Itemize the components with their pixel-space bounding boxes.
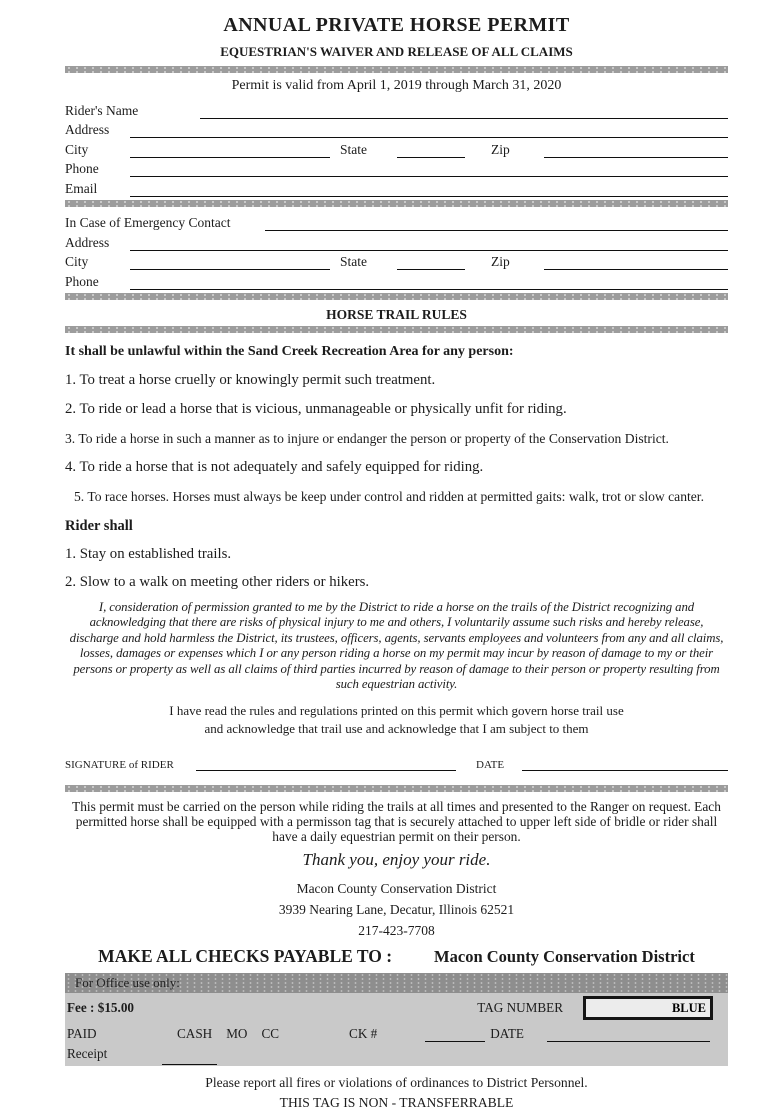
- tag-number-value-box[interactable]: BLUE: [583, 996, 713, 1020]
- org-name: Macon County Conservation District: [296, 881, 497, 897]
- emergency-state-label: State: [340, 254, 367, 269]
- emergency-city-input-line[interactable]: [130, 269, 330, 270]
- non-transferrable-line: THIS TAG IS NON - TRANSFERRABLE: [279, 1095, 514, 1111]
- divider-bar: [65, 66, 728, 73]
- receipt-row: [65, 1042, 728, 1062]
- emergency-contact-section: [65, 212, 728, 290]
- riders-name-label: Rider's Name: [65, 102, 139, 118]
- validity-text: Permit is valid from April 1, 2019 through March 31, 2020: [231, 78, 562, 93]
- cash-option-label[interactable]: CASH: [177, 1026, 213, 1042]
- rider-city-input-line[interactable]: [130, 157, 330, 158]
- rider-city-state-zip-row: [65, 138, 728, 158]
- acknowledgement-line-2: and acknowledge that trail use and acknowledge that I am subject to them: [204, 721, 589, 737]
- riders-name-row: [65, 99, 728, 119]
- rider-city-label: City: [65, 141, 89, 157]
- org-phone: 217-423-7708: [358, 923, 435, 939]
- emergency-contact-input-line[interactable]: [265, 230, 728, 231]
- rider-phone-label: Phone: [65, 161, 99, 176]
- report-fires-line: Please report all fires or violations of ordinances to District Personnel.: [205, 1075, 588, 1091]
- rider-zip-label: Zip: [491, 141, 510, 157]
- emergency-zip-input-line[interactable]: [544, 269, 728, 270]
- divider-bar: [65, 326, 728, 333]
- rider-email-row: [65, 177, 728, 197]
- rider-shall-heading: Rider shall: [65, 517, 133, 534]
- mo-option-label[interactable]: MO: [226, 1026, 248, 1042]
- divider-bar: [65, 785, 728, 792]
- rider-phone-row: [65, 158, 728, 178]
- tag-number-label: TAG NUMBER: [477, 1000, 563, 1016]
- date-input-line[interactable]: [522, 770, 728, 771]
- rule-item-3: 3. To ride a horse in such a manner as to injure or endanger the person or property of the Conservation District.: [65, 430, 669, 446]
- emergency-state-input-line[interactable]: [397, 269, 465, 270]
- check-number-input-line[interactable]: [425, 1041, 485, 1042]
- rider-phone-input-line[interactable]: [130, 176, 728, 177]
- carry-instructions: This permit must be carried on the person while riding the trails at all times and presented to the Ranger on request. Each permitted horse shall be equipped with a permisson tag that is securely attached to upper left side of bridle or rider shall have a daily equestrian permit on their person.: [72, 799, 721, 844]
- receipt-input-line[interactable]: [162, 1064, 217, 1065]
- checks-payable-line: [65, 946, 728, 967]
- date-label: DATE: [476, 759, 505, 772]
- rider-address-label: Address: [65, 122, 110, 137]
- emergency-phone-row: [65, 270, 728, 290]
- acknowledgement-line-1: I have read the rules and regulations printed on this permit which govern horse trail use: [169, 703, 624, 719]
- emergency-phone-input-line[interactable]: [130, 289, 728, 290]
- office-use-body: [65, 993, 728, 1066]
- emergency-zip-label: Zip: [491, 254, 510, 269]
- rider-email-label: Email: [65, 180, 98, 196]
- receipt-label: Receipt: [67, 1046, 108, 1062]
- rider-address-row: [65, 119, 728, 139]
- office-use-section: [65, 973, 728, 1066]
- paid-label: PAID: [67, 1026, 97, 1042]
- rider-zip-input-line[interactable]: [544, 157, 728, 158]
- rider-state-label: State: [340, 141, 367, 157]
- rider-state-input-line[interactable]: [397, 157, 465, 158]
- emergency-contact-row: [65, 212, 728, 232]
- check-number-label: CK #: [349, 1026, 378, 1042]
- rider-shall-item-2: 2. Slow to a walk on meeting other riders or hikers.: [65, 573, 370, 590]
- rider-info-section: [65, 99, 728, 197]
- fee-label: Fee : $15.00: [67, 1000, 135, 1016]
- rule-item-1: 1. To treat a horse cruelly or knowingly permit such treatment.: [65, 371, 436, 388]
- office-use-header: For Office use only:: [65, 973, 728, 993]
- cc-option-label[interactable]: CC: [261, 1026, 280, 1042]
- rule-item-2: 2. To ride or lead a horse that is vicious, unmanageable or physically unfit for riding.: [65, 400, 567, 417]
- signature-input-line[interactable]: [196, 770, 456, 771]
- divider-bar: [65, 293, 728, 300]
- thank-you-line: Thank you, enjoy your ride.: [302, 850, 491, 870]
- rule-item-4: 4. To ride a horse that is not adequately and safely equipped for riding.: [65, 458, 484, 475]
- waiver-paragraph: I, consideration of permission granted to me by the District to ride a horse on the trails of the District recognizing and acknowledging that there are risks of physical injury to me and others, I voluntarily assume such risks and hereby release, discharge and hold harmless the District, its trustees, officers, agents, servants employees and volunteers from any and all claims, losses, damages or expenses which I or any person riding a horse on my permit may incur by reason of damage to my or their persons or property as well as all claims of third parties incurred by reason of damage to their person or property resulting from such equestrian activity.: [69, 599, 724, 692]
- horse-trail-rules-heading: HORSE TRAIL RULES: [326, 306, 467, 322]
- emergency-phone-label: Phone: [65, 273, 99, 289]
- signature-label: SIGNATURE of RIDER: [65, 759, 174, 772]
- rules-lead-in: It shall be unlawful within the Sand Creek Recreation Area for any person:: [65, 343, 514, 359]
- checks-payee: Macon County Conservation District: [434, 947, 695, 967]
- emergency-city-label: City: [65, 254, 89, 269]
- emergency-address-row: [65, 231, 728, 251]
- emergency-contact-label: In Case of Emergency Contact: [65, 215, 231, 230]
- rider-email-input-line[interactable]: [130, 196, 728, 197]
- emergency-address-label: Address: [65, 234, 110, 250]
- signature-row: [65, 751, 728, 771]
- checks-payable-label: MAKE ALL CHECKS PAYABLE TO :: [98, 946, 393, 967]
- office-date-label: DATE: [490, 1026, 524, 1042]
- rule-item-5: 5. To race horses. Horses must always be keep under control and ridden at permitted gaits: walk, trot or slow canter.: [74, 488, 704, 504]
- rider-shall-item-1: 1. Stay on established trails.: [65, 545, 232, 562]
- riders-name-input-line[interactable]: [200, 118, 728, 119]
- emergency-city-state-zip-row: [65, 251, 728, 271]
- rider-address-input-line[interactable]: [130, 137, 728, 138]
- paid-row: [65, 1021, 728, 1042]
- org-address: 3939 Nearing Lane, Decatur, Illinois 62521: [278, 902, 515, 918]
- office-date-input-line[interactable]: [547, 1041, 710, 1042]
- divider-bar: [65, 200, 728, 207]
- page-subtitle: EQUESTRIAN'S WAIVER AND RELEASE OF ALL CLAIMS: [220, 44, 573, 59]
- emergency-address-input-line[interactable]: [130, 250, 728, 251]
- page-title: ANNUAL PRIVATE HORSE PERMIT: [223, 14, 570, 36]
- fee-tag-row: [65, 995, 728, 1021]
